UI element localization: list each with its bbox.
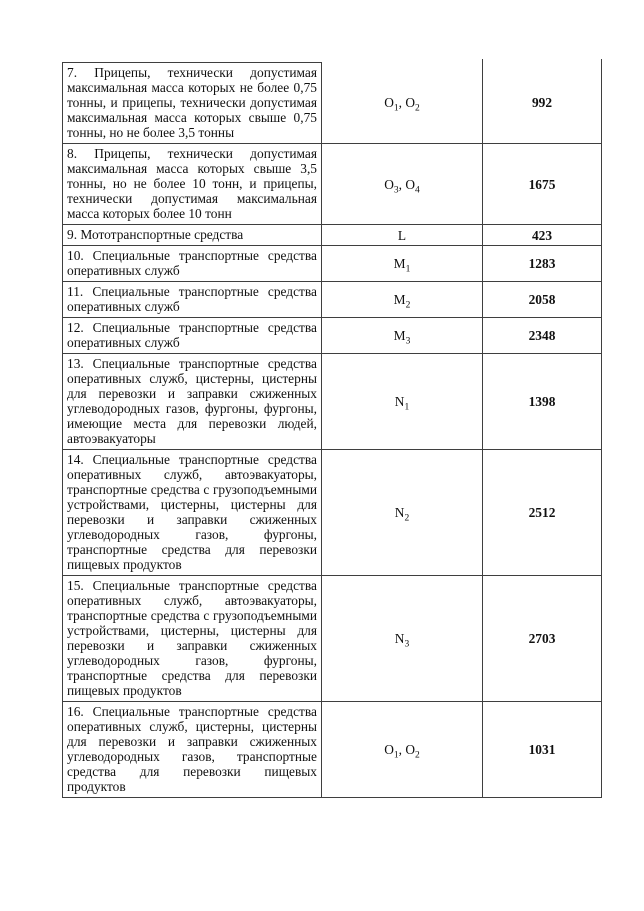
description-cell: 7. Прицепы, технически допустимая максимальная масса которых не более 0,75 тонны, и прицепы, технически допустимая максимальная масса которых свыше 0,75 тонны, но не более 3,5 тонны <box>62 62 322 144</box>
table-row <box>62 354 602 450</box>
description-cell: 11. Специальные транспортные средства оперативных служб <box>62 282 322 318</box>
table-border-stub <box>601 59 602 62</box>
value-cell: 1398 <box>483 354 602 450</box>
description-cell: 14. Специальные транспортные средства оперативных служб, автоэвакуаторы, транспортные средства с грузоподъемными устройствами, цистерны, цистерны для перевозки и заправки сжиженных углеводородных газов, фургоны, транспортные средства для перевозки пищевых продуктов <box>62 450 322 576</box>
table-body <box>62 62 602 798</box>
category-cell: $N_2$ <box>322 450 483 576</box>
value-cell: 1283 <box>483 246 602 282</box>
description-cell: 12. Специальные транспортные средства оперативных служб <box>62 318 322 354</box>
table-row <box>62 246 602 282</box>
description-cell: 16. Специальные транспортные средства оперативных служб, цистерны, цистерны для перевозки и заправки сжиженных углеводородных газов, транспортные средства для перевозки пищевых продуктов <box>62 702 322 798</box>
vehicle-categories-table <box>62 62 602 798</box>
category-cell: $O_1$, $O_2$ <box>322 62 483 144</box>
description-cell: 13. Специальные транспортные средства оперативных служб, цистерны, цистерны для перевозки и заправки сжиженных углеводородных газов, фургоны, фургоны, имеющие места для перевозки людей, автоэвакуаторы <box>62 354 322 450</box>
category-cell: $N_3$ <box>322 576 483 702</box>
data-table <box>62 62 602 798</box>
table-row <box>62 702 602 798</box>
value-cell: 2703 <box>483 576 602 702</box>
table-row <box>62 62 602 144</box>
table-row <box>62 318 602 354</box>
value-cell: 423 <box>483 225 602 246</box>
table-row <box>62 144 602 225</box>
category-cell: $O_1$, $O_2$ <box>322 702 483 798</box>
category-cell: $N_1$ <box>322 354 483 450</box>
category-cell: L <box>322 225 483 246</box>
value-cell: 2512 <box>483 450 602 576</box>
table-row <box>62 282 602 318</box>
table-row <box>62 225 602 246</box>
value-cell: 2348 <box>483 318 602 354</box>
category-cell: $M_3$ <box>322 318 483 354</box>
value-cell: 2058 <box>483 282 602 318</box>
description-cell: 8. Прицепы, технически допустимая максимальная масса которых свыше 3,5 тонны, но не более 10 тонн, и прицепы, технически допустимая максимальная масса которых более 10 тонн <box>62 144 322 225</box>
table-row <box>62 576 602 702</box>
value-cell: 1031 <box>483 702 602 798</box>
value-cell: 992 <box>483 62 602 144</box>
category-cell: $M_1$ <box>322 246 483 282</box>
category-cell: $O_3$, $O_4$ <box>322 144 483 225</box>
description-cell: 10. Специальные транспортные средства оперативных служб <box>62 246 322 282</box>
description-cell: 9. Мототранспортные средства <box>62 225 322 246</box>
value-cell: 1675 <box>483 144 602 225</box>
table-border-stub <box>482 59 483 62</box>
table-row <box>62 450 602 576</box>
description-cell: 15. Специальные транспортные средства оперативных служб, автоэвакуаторы, транспортные средства с грузоподъемными устройствами, цистерны, цистерны для перевозки и заправки сжиженных углеводородных газов, фургоны, транспортные средства для перевозки пищевых продуктов <box>62 576 322 702</box>
category-cell: $M_2$ <box>322 282 483 318</box>
